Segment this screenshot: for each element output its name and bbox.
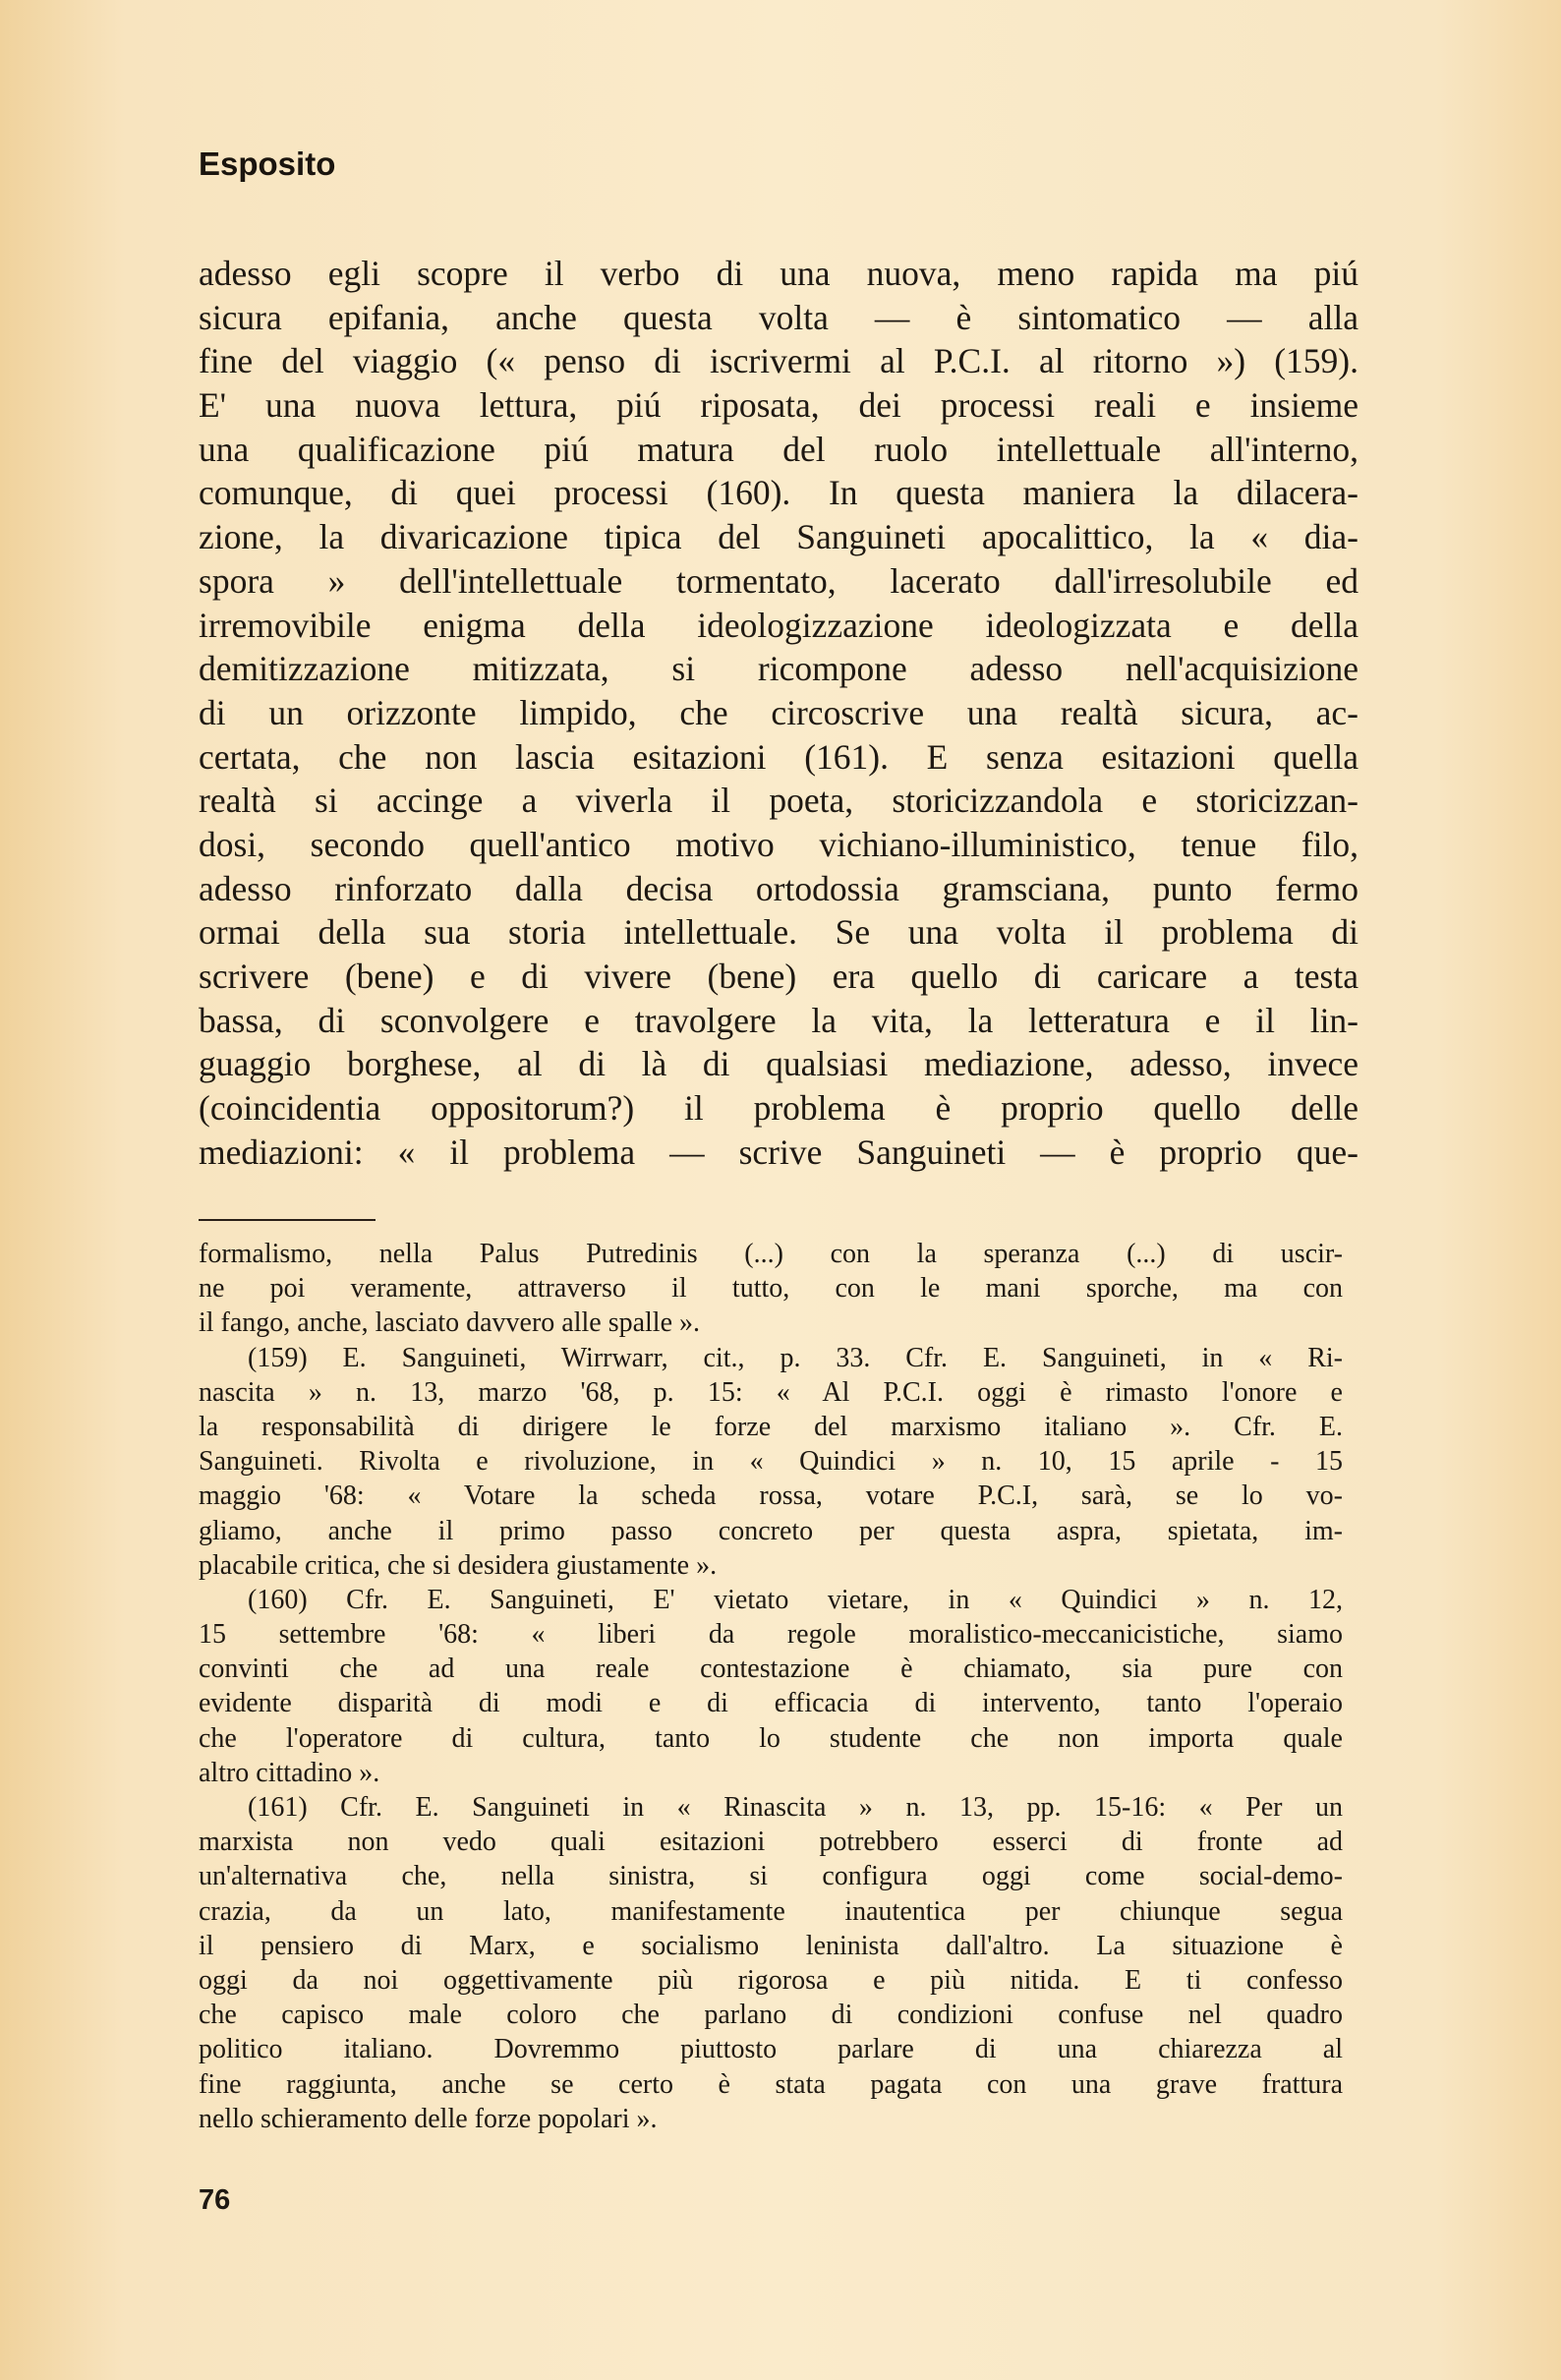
footnote-continuation <box>199 1237 1343 1341</box>
footnote-line: fine raggiunta, anche se certo è stata pagata con una grave frattura <box>199 2068 1343 2100</box>
text-line: zione, la divaricazione tipica del Sanguineti apocalittico, la « dia- <box>199 517 1359 557</box>
text-line: irremovibile enigma della ideologizzazione ideologizzata e della <box>199 605 1359 645</box>
footnote-line: il pensiero di Marx, e socialismo leninista dall'altro. La situazione è <box>199 1930 1343 1961</box>
text-line: ormai della sua storia intellettuale. Se una volta il problema di <box>199 912 1359 953</box>
text-line: mediazioni: « il problema — scrive Sanguineti — è proprio que- <box>199 1132 1359 1172</box>
footnote-line: 15 settembre '68: « liberi da regole moralistico-meccanicistiche, siamo <box>199 1619 1343 1651</box>
footnote-line: nello schieramento delle forze popolari ». <box>199 2103 658 2134</box>
text-line: dosi, secondo quell'antico motivo vichiano-illuministico, tenue filo, <box>199 824 1359 864</box>
footnote-line: evidente disparità di modi e di efficacia di intervento, tanto l'operaio <box>199 1688 1343 1719</box>
footnote-line: placabile critica, che si desidera giustamente ». <box>199 1549 718 1581</box>
footnote-line: (159) E. Sanguineti, Wirrwarr, cit., p. 33. Cfr. E. Sanguineti, in « Ri- <box>248 1342 1343 1373</box>
footnote-line: marxista non vedo quali esitazioni potrebbero esserci di fronte ad <box>199 1827 1343 1858</box>
page-number: 76 <box>199 2184 231 2216</box>
footnote-161 <box>199 1790 1343 2136</box>
footnote-line: che l'operatore di cultura, tanto lo studente che non importa quale <box>199 1722 1343 1754</box>
footnote-line: ne poi veramente, attraverso il tutto, con le mani sporche, ma con <box>199 1273 1343 1305</box>
text-line: adesso egli scopre il verbo di una nuova, meno rapida ma piú <box>199 254 1359 293</box>
footnote-line: gliamo, anche il primo passo concreto per questa aspra, spietata, im- <box>199 1515 1343 1546</box>
text-line: di un orizzonte limpido, che circoscrive una realtà sicura, ac- <box>199 692 1359 732</box>
footnote-160 <box>199 1583 1343 1790</box>
footnote-line: convinti che ad una reale contestazione è chiamato, sia pure con <box>199 1654 1343 1685</box>
footnote-line: Sanguineti. Rivolta e rivoluzione, in « Quindici » n. 10, 15 aprile - 15 <box>199 1446 1343 1478</box>
text-line: guaggio borghese, al di là di qualsiasi mediazione, adesso, invece <box>199 1044 1359 1084</box>
footnote-line: politico italiano. Dovremmo piuttosto parlare di una chiarezza al <box>199 2034 1343 2065</box>
footnote-line: (161) Cfr. E. Sanguineti in « Rinascita » n. 13, pp. 15-16: « Per un <box>248 1792 1343 1823</box>
text-line: una qualificazione piú matura del ruolo intellettuale all'interno, <box>199 429 1359 469</box>
text-line: E' una nuova lettura, piú riposata, dei processi reali e insieme <box>199 385 1359 426</box>
footnote-line: il fango, anche, lasciato davvero alle spalle ». <box>199 1307 701 1339</box>
text-line: adesso rinforzato dalla decisa ortodossia gramsciana, punto fermo <box>199 868 1359 908</box>
footnote-separator <box>199 1219 376 1221</box>
text-line: (coincidentia oppositorum?) il problema è proprio quello delle <box>199 1088 1359 1129</box>
text-line: realtà si accinge a viverla il poeta, storicizzandola e storicizzan- <box>199 781 1359 821</box>
footnote-line: la responsabilità di dirigere le forze del marxismo italiano ». Cfr. E. <box>199 1411 1343 1442</box>
footnote-159 <box>199 1341 1343 1583</box>
footnote-line: crazia, da un lato, manifestamente inautentica per chiunque segua <box>199 1895 1343 1927</box>
text-line: spora » dell'intellettuale tormentato, lacerato dall'irresolubile ed <box>199 560 1359 601</box>
footnote-line: oggi da noi oggettivamente più rigorosa e più nitida. E ti confesso <box>199 1964 1343 1996</box>
footnote-line: maggio '68: « Votare la scheda rossa, votare P.C.I, sarà, se lo vo- <box>199 1480 1343 1512</box>
text-line: demitizzazione mitizzata, si ricompone adesso nell'acquisizione <box>199 649 1359 689</box>
text-line: comunque, di quei processi (160). In questa maniera la dilacera- <box>199 473 1359 513</box>
text-line: certata, che non lascia esitazioni (161). E senza esitazioni quella <box>199 736 1359 777</box>
text-line: fine del viaggio (« penso di iscrivermi al P.C.I. al ritorno ») (159). <box>199 341 1359 381</box>
text-line: bassa, di sconvolgere e travolgere la vita, la letteratura e il lin- <box>199 1000 1359 1040</box>
footnote-line: altro cittadino ». <box>199 1757 380 1788</box>
footnote-line: un'alternativa che, nella sinistra, si configura oggi come social-demo- <box>199 1861 1343 1892</box>
text-line: sicura epifania, anche questa volta — è sintomatico — alla <box>199 297 1359 337</box>
footnote-line: che capisco male coloro che parlano di condizioni confuse nel quadro <box>199 2000 1343 2031</box>
main-text <box>199 252 1359 1174</box>
text-line: scrivere (bene) e di vivere (bene) era quello di caricare a testa <box>199 957 1359 996</box>
footnotes <box>199 1237 1343 2136</box>
footnote-line: nascita » n. 13, marzo '68, p. 15: « Al P.C.I. oggi è rimasto l'onore e <box>199 1376 1343 1408</box>
footnote-line: formalismo, nella Palus Putredinis (...) con la speranza (...) di uscir- <box>199 1239 1343 1269</box>
footnote-line: (160) Cfr. E. Sanguineti, E' vietato vietare, in « Quindici » n. 12, <box>248 1584 1343 1615</box>
running-header: Esposito <box>199 145 336 182</box>
